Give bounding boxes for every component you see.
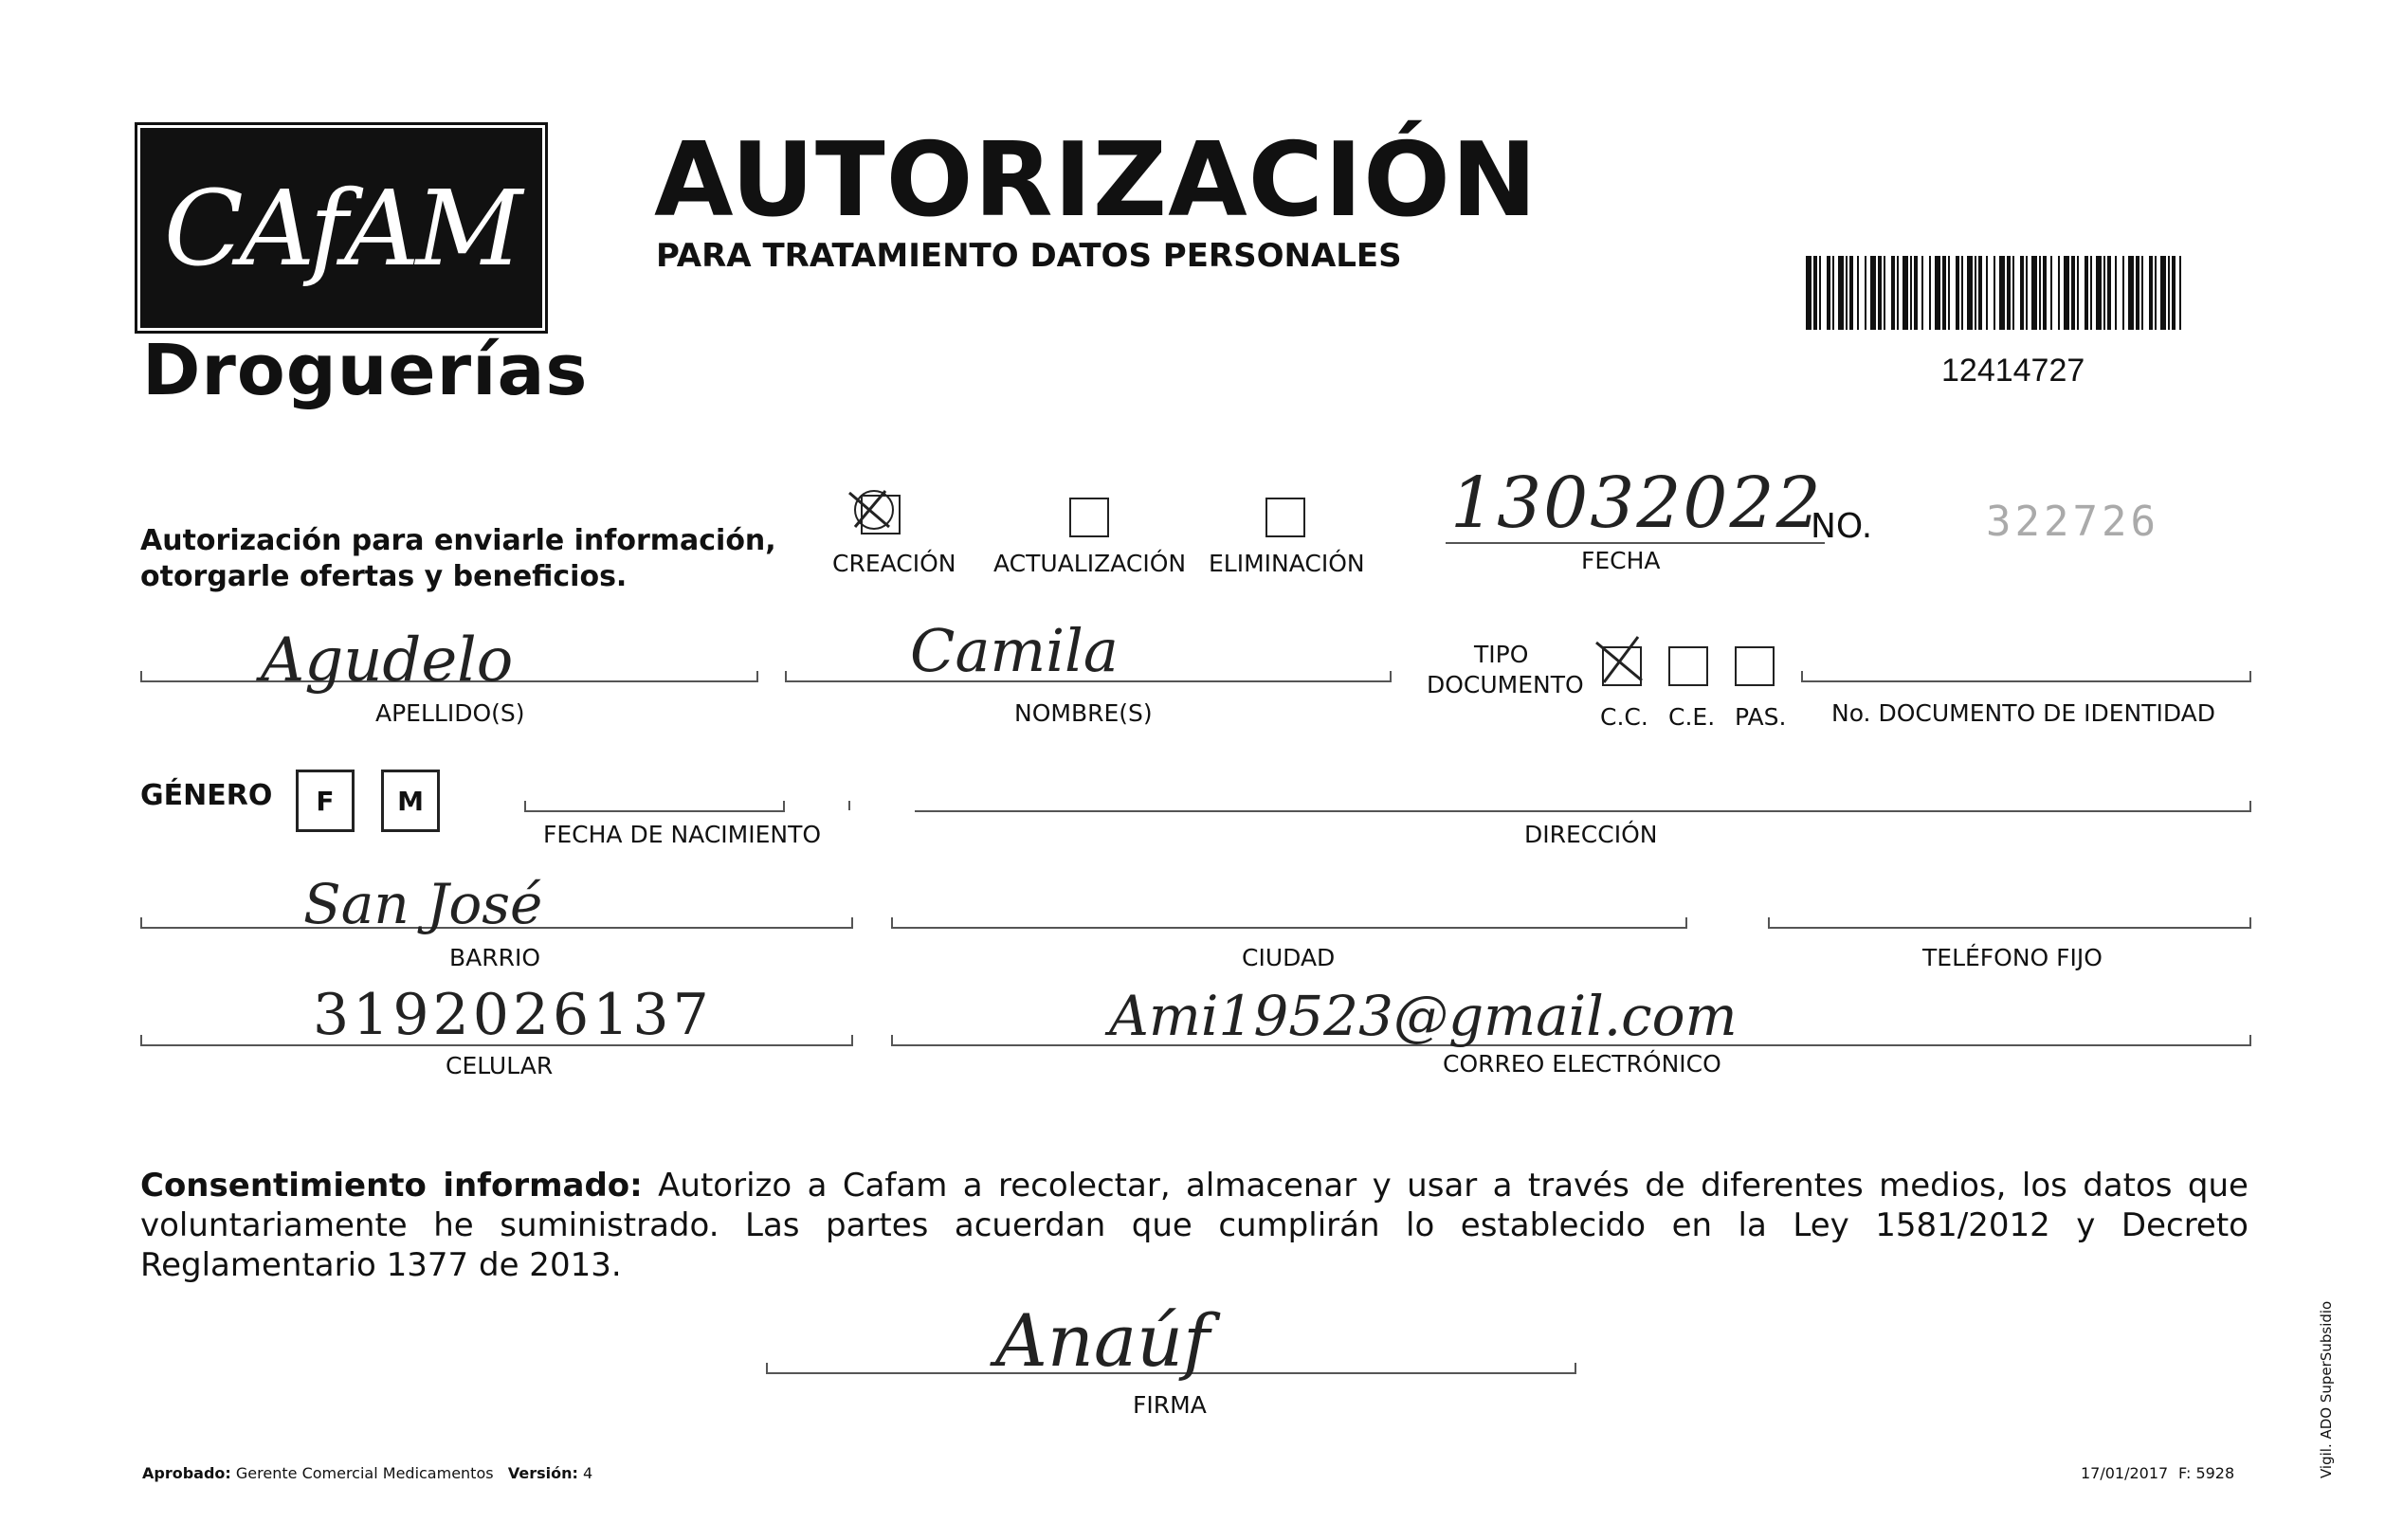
genero-label: GÉNERO <box>140 779 273 812</box>
version-value: 4 <box>582 1464 593 1482</box>
nombre-label: NOMBRE(S) <box>1014 699 1153 727</box>
nombre-value[interactable]: Camila <box>910 616 1119 685</box>
barcode-bar <box>2039 256 2041 330</box>
barcode-bar <box>1827 256 1830 330</box>
barcode-bar <box>2085 256 2088 330</box>
consent-body: Autorizo a Cafam a recolectar, almacenar y usar a través de diferentes medios, los datos que voluntariamente he suministrado. Las partes acuerdan que cumplirán lo establecido en la Ley 1581/2012 y Decreto Reglamentario 1377 de 2013. <box>140 1167 2248 1284</box>
no-label: NO. <box>1811 507 1873 546</box>
fecha-label: FECHA <box>1581 547 1661 574</box>
barcode-bar <box>1948 256 1950 330</box>
barcode-bar <box>1903 256 1908 330</box>
doc-id-line[interactable] <box>1801 680 2251 682</box>
apellido-label: APELLIDO(S) <box>375 699 525 727</box>
celular-value[interactable]: 3192026137 <box>313 982 713 1048</box>
check-mark-icon <box>1594 633 1648 686</box>
telefono-line[interactable] <box>1768 927 2251 929</box>
tipo-doc-label-1: TIPO <box>1474 641 1529 668</box>
barcode-bar <box>2107 256 2111 330</box>
barcode-bar <box>2160 256 2166 330</box>
barcode-bar <box>1897 256 1899 330</box>
genero-f-box[interactable]: F <box>296 770 355 832</box>
barcode-bar <box>2136 256 2139 330</box>
barcode-bar <box>2155 256 2157 330</box>
barcode-bar <box>1929 256 1931 330</box>
barcode-bar <box>2058 256 2060 330</box>
doc-id-label: No. DOCUMENTO DE IDENTIDAD <box>1831 699 2216 727</box>
barcode-bar <box>2071 256 2075 330</box>
version-label: Versión: <box>507 1464 578 1482</box>
barcode-bar <box>2007 256 2011 330</box>
correo-value[interactable]: Ami19523@gmail.com <box>1109 984 1738 1048</box>
barcode-bar <box>1921 256 1923 330</box>
nacimiento-label: FECHA DE NACIMIENTO <box>543 821 822 848</box>
barcode-bar <box>1878 256 1882 330</box>
actualizacion-checkbox[interactable] <box>1069 498 1109 537</box>
barcode-bar <box>1994 256 1995 330</box>
barcode-bar <box>2064 256 2069 330</box>
barcode-bar <box>2103 256 2105 330</box>
cc-checkbox[interactable] <box>1602 646 1642 686</box>
creacion-label: CREACIÓN <box>832 550 956 577</box>
barcode-bar <box>1978 256 1982 330</box>
aprobado-label: Aprobado: <box>142 1464 231 1482</box>
footer-code: F: 5928 <box>2178 1464 2235 1482</box>
barcode-bar <box>1935 256 1940 330</box>
barcode-bar <box>1910 256 1912 330</box>
genero-m-box[interactable]: M <box>381 770 440 832</box>
barcode-bar <box>1999 256 2005 330</box>
nacimiento-line[interactable] <box>524 810 785 812</box>
barcode-bar <box>2077 256 2079 330</box>
barcode-number: 12414727 <box>1941 353 2085 389</box>
barcode-bar <box>1914 256 1918 330</box>
barcode-bar <box>1961 256 1963 330</box>
creacion-checkbox[interactable] <box>861 495 901 534</box>
celular-label: CELULAR <box>446 1052 554 1079</box>
barcode-bar <box>2031 256 2037 330</box>
barcode-bar <box>1942 256 1946 330</box>
barcode-bar <box>1884 256 1885 330</box>
barcode-bar <box>1806 256 1812 330</box>
ce-checkbox[interactable] <box>1668 646 1708 686</box>
barcode-bar <box>2172 256 2176 330</box>
barcode-bar <box>1838 256 1844 330</box>
barcode-bar <box>2043 256 2047 330</box>
barcode-bar <box>1813 256 1817 330</box>
direccion-line[interactable] <box>915 810 2251 812</box>
ce-label: C.E. <box>1668 703 1716 731</box>
apellido-value[interactable]: Agudelo <box>261 625 514 696</box>
tipo-doc-label-2: DOCUMENTO <box>1427 671 1584 698</box>
eliminacion-checkbox[interactable] <box>1265 498 1305 537</box>
correo-label: CORREO ELECTRÓNICO <box>1443 1050 1721 1078</box>
firma-signature[interactable]: Anaúf <box>995 1298 1211 1383</box>
ciudad-line[interactable] <box>891 927 1687 929</box>
telefono-label: TELÉFONO FIJO <box>1922 944 2103 971</box>
barcode-bar <box>1819 256 1821 330</box>
cafam-logo <box>140 128 542 328</box>
barcode-bar <box>2168 256 2170 330</box>
barcode-bar <box>1967 256 1973 330</box>
footer-date: 17/01/2017 <box>2081 1464 2169 1482</box>
logo-text: CAfAM <box>163 167 519 289</box>
fecha-line <box>1446 542 1825 544</box>
cc-label: C.C. <box>1600 703 1648 731</box>
barcode-bar <box>2141 256 2143 330</box>
check-mark-icon <box>846 485 902 533</box>
barcode-bar <box>2096 256 2102 330</box>
barcode-bar <box>1986 256 1988 330</box>
eliminacion-label: ELIMINACIÓN <box>1209 550 1365 577</box>
page-title: AUTORIZACIÓN <box>654 121 1538 240</box>
authorization-text: Autorización para enviarle información, otorgarle ofertas y beneficios. <box>140 524 776 593</box>
barcode-bar <box>1849 256 1853 330</box>
footer-approval <box>142 1464 592 1482</box>
barcode-bar <box>2090 256 2092 330</box>
barcode-bar <box>2128 256 2134 330</box>
aprobado-value: Gerente Comercial Medicamentos <box>235 1464 494 1482</box>
direccion-label: DIRECCIÓN <box>1524 821 1658 848</box>
barcode-bar <box>2122 256 2124 330</box>
consent-text <box>140 1166 2248 1285</box>
form-number: 322726 <box>1986 498 2159 546</box>
barcode-bar <box>2012 256 2014 330</box>
fecha-value[interactable]: 13032022 <box>1450 462 1823 544</box>
barcode-bar <box>1857 256 1859 330</box>
barrio-label: BARRIO <box>449 944 541 971</box>
barcode-bar <box>1846 256 1848 330</box>
barcode-bar <box>1975 256 1976 330</box>
barcode-bar <box>1956 256 1959 330</box>
side-text: Vigil. ADO SuperSubsidio <box>2318 1300 2335 1478</box>
barcode-bar <box>2050 256 2052 330</box>
barcode <box>1806 256 2185 330</box>
firma-label: FIRMA <box>1133 1391 1207 1419</box>
barcode-bar <box>2179 256 2181 330</box>
barcode-bar <box>2115 256 2117 330</box>
pas-checkbox[interactable] <box>1735 646 1775 686</box>
ciudad-label: CIUDAD <box>1242 944 1336 971</box>
barcode-bar <box>1832 256 1834 330</box>
barcode-bar <box>1891 256 1895 330</box>
barcode-bar <box>2149 256 2153 330</box>
page-subtitle: PARA TRATAMIENTO DATOS PERSONALES <box>656 237 1402 275</box>
barrio-value[interactable]: San José <box>303 872 543 936</box>
barcode-bar <box>1865 256 1866 330</box>
brand-subtitle: Droguerías <box>142 330 589 411</box>
pas-label: PAS. <box>1735 703 1787 731</box>
consent-heading: Consentimiento informado: <box>140 1167 643 1205</box>
barcode-bar <box>1870 256 1876 330</box>
barcode-bar <box>2020 256 2024 330</box>
barcode-bar <box>2026 256 2028 330</box>
actualizacion-label: ACTUALIZACIÓN <box>993 550 1187 577</box>
